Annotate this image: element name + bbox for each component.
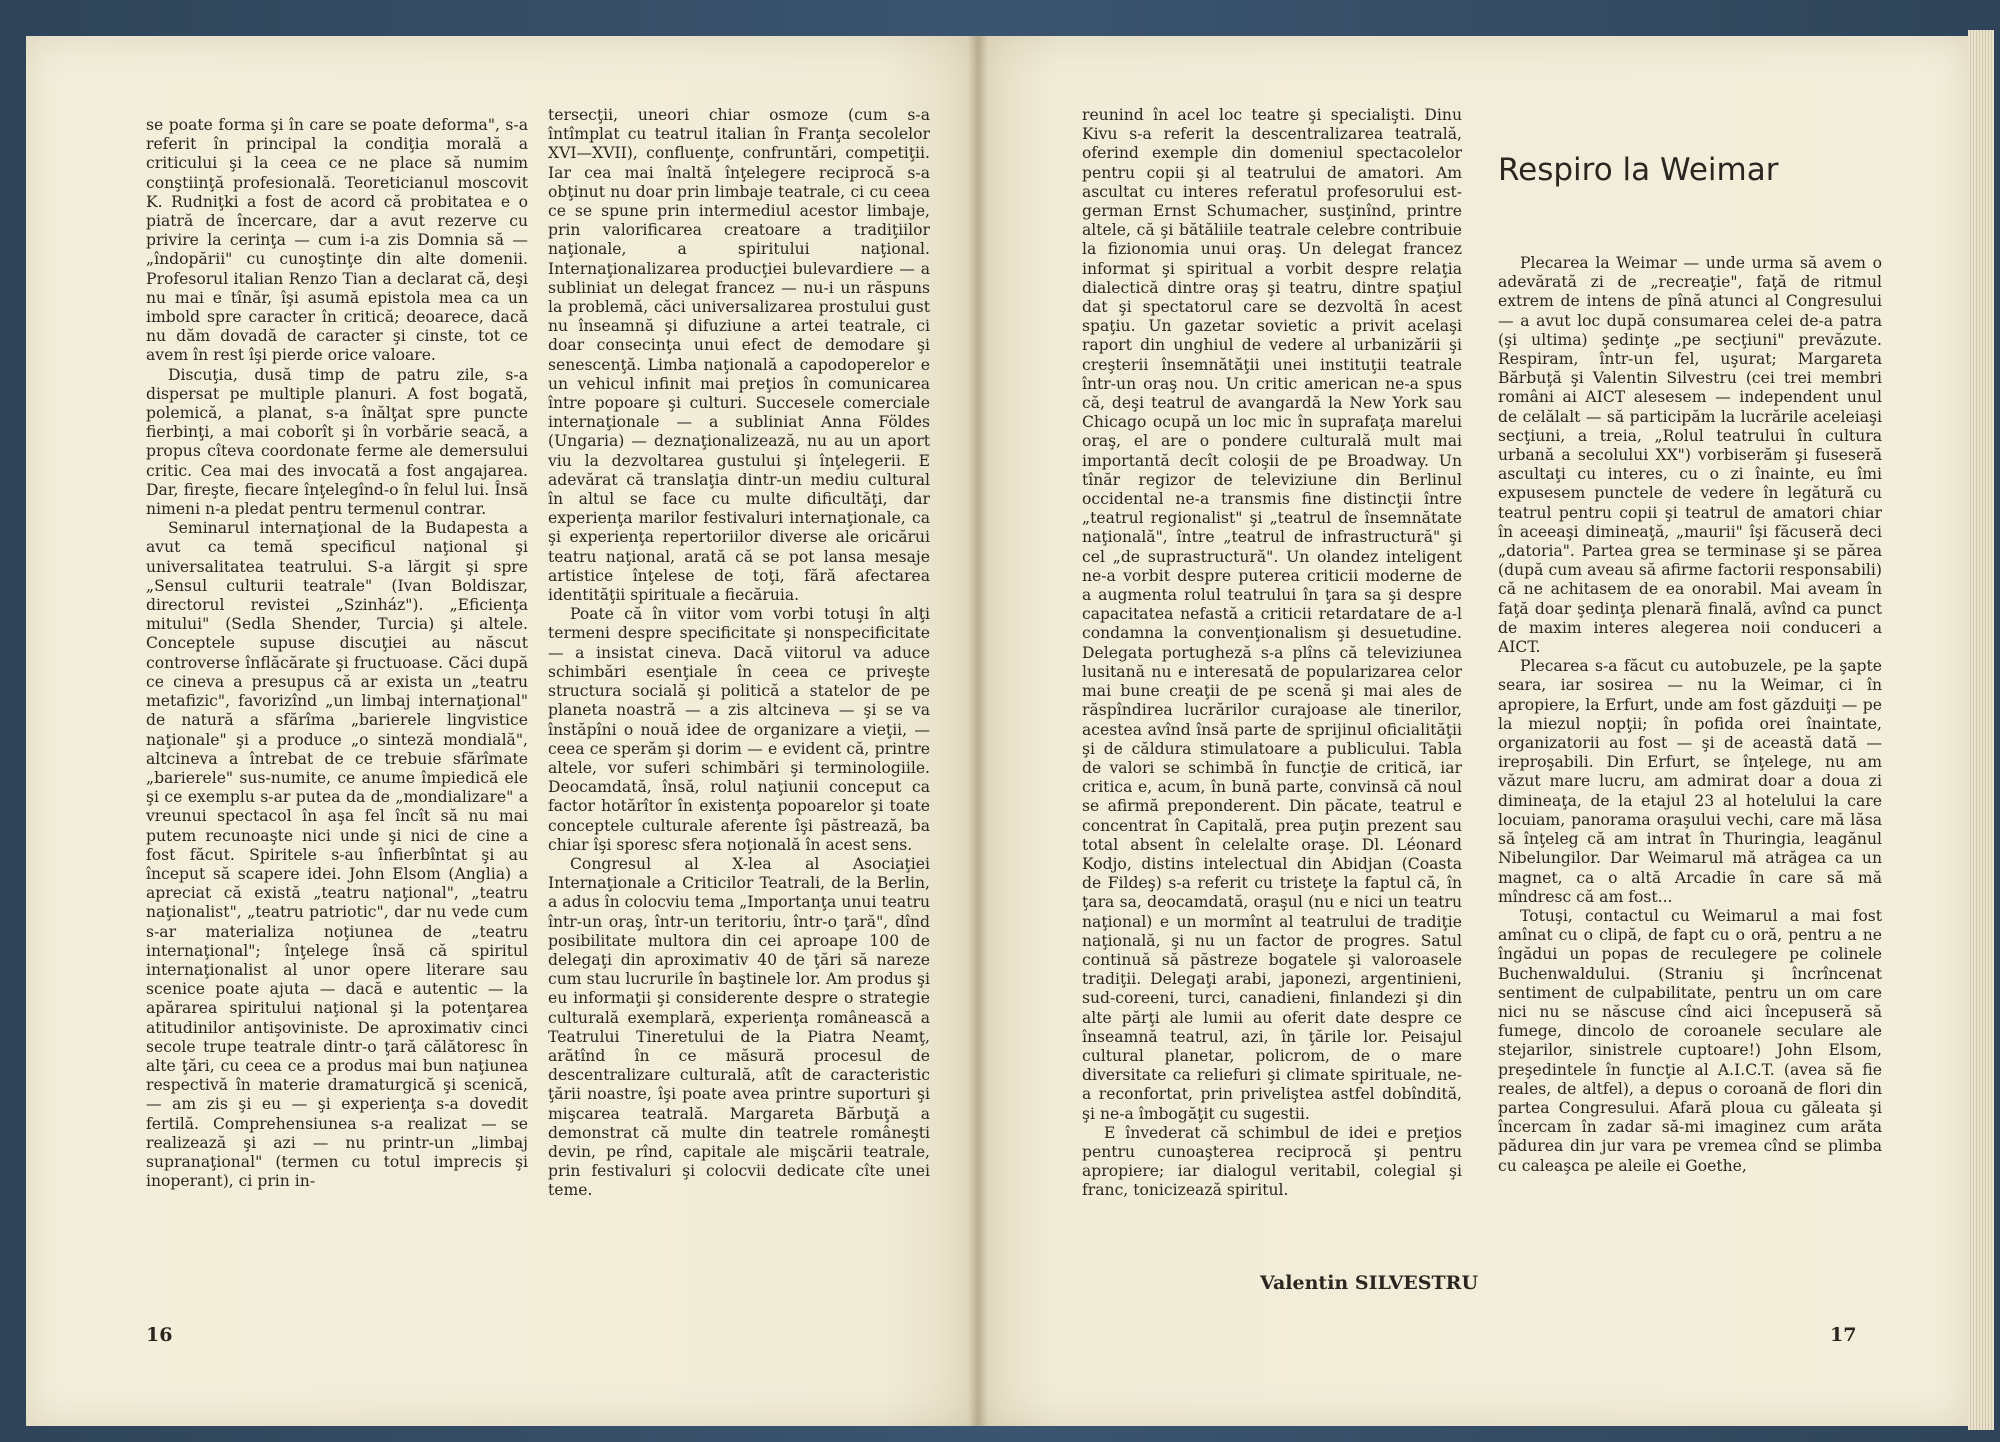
page-number: 17: [1830, 1324, 1857, 1346]
right-page-column-2: [1498, 254, 1882, 1176]
article-title: Respiro la Weimar: [1498, 152, 1779, 188]
paragraph: Congresul al X-lea al Asociaţiei Internaţionale a Criticilor Teatrali, de la Berlin, a adus în colocviu tema „Importanţa unui teatru într-un oraş, într-un teritoriu, într-o ţară", dînd posibilitate multora din cei aproape 100 de delegaţi din aproximativ 40 de ţări să nareze cum stau lucrurile în baştinele lor. Am produs şi eu informaţii şi considerente despre o strategie culturală exemplară, experienţa românească a Teatrului Tineretului de la Piatra Neamţ, arătînd în ce măsură procesul de descentralizare culturală, atît de caracteristic ţării noastre, îşi poate avea printre suporturi şi mişcarea teatrală. Margareta Bărbuţă a demonstrat că multe din teatrele româneşti devin, pe rînd, capitale ale mişcării teatrale, prin festivaluri şi colocvii dedicate cîte unei teme.: [548, 854, 930, 1200]
paragraph: Poate că în viitor vom vorbi totuşi în alţi termeni despre specificitate şi nonspecificitate — a insistat cineva. Dacă viitorul va aduce schimbări esenţiale în ceea ce priveşte structura socială şi politică a statelor de pe planeta noastră — a zis altcineva — şi se va înstăpîni o nouă idee de organizare a vieţii, — ceea ce sperăm şi dorim — e evident că, printre altele, vor suferi schimbări şi terminologiile. Deocamdată, însă, rolul naţiunii conceput ca factor hotărîtor în existenţa popoarelor şi toate conceptele culturale aferente îşi păstrează, ba chiar îşi sporesc sfera noţională în acest sens.: [548, 605, 930, 854]
paragraph: se poate forma şi în care se poate deforma", s-a referit în principal la condiţia morală a criticului şi la ceea ce ne place să numim conştiinţă profesională. Teoreticianul moscovit K. Rudniţki a fost de acord că probitatea e o piatră de încercare, dar a avut rezerve cu privire la cerinţa — cum i-a zis Domnia să — „îndopării" cu cunoştinţe din alte domenii. Profesorul italian Renzo Tian a declarat că, deşi nu mai e tînăr, îşi asumă epistola mea ca un imbold spre caracter în critică; deoarece, dacă nu dăm dovadă de caracter şi cinste, tot ce avem în rest îşi pierde orice valoare.: [146, 116, 528, 365]
paragraph: tersecţii, uneori chiar osmoze (cum s-a întîmplat cu teatrul italian în Franţa secolelor XVI—XVII), confluenţe, confruntări, competiţii. Iar cea mai înaltă înţelegere reciprocă s-a obţinut nu doar prin limbaje teatrale, ci cu ceea ce se spune prin intermediul acestor limbaje, prin valorificarea creatoare a tradiţiilor naţionale, a spiritului naţional. Internaţionalizarea producţiei bulevardiere — a subliniat un delegat francez — nu-i un răspuns la problemă, căci universalizarea prostului gust nu înseamnă şi difuziune a artei teatrale, ci doar consecinţa unui efect de demodare şi senescenţă. Limba naţională a capodoperelor e un vehicul infinit mai preţios în comunicarea între popoare şi culturi. Succesele comerciale internaţionale — a subliniat Anna Földes (Ungaria) — deznaţionalizează, nu au un aport viu la dezvoltarea gustului şi înţelegerii. E adevărat că translaţia dintr-un mediu cultural în altul se face cu multe dificultăţi, dar experienţa marilor festivaluri internaţionale, ca şi experienţa repertoriilor diverse ale oricărui teatru naţional, arată că se pot lansa mesaje artistice înţelese de toţi, fără afectarea identităţii spirituale a fiecăruia.: [548, 106, 930, 605]
page-edges: [1968, 30, 1994, 1430]
left-page: [26, 36, 978, 1426]
paragraph: Discuţia, dusă timp de patru zile, s-a dispersat pe multiple planuri. A fost bogată, polemică, a planat, s-a înălţat spre puncte fierbinţi, a mai coborît şi în vorbărie seacă, a propus cîteva coordonate ferme ale demersului critic. Cea mai des invocată a fost angajarea. Dar, fireşte, fiecare înţelegînd-o în felul lui. Însă nimeni n-a pledat pentru termenul contrar.: [146, 365, 528, 519]
book-gutter: [968, 36, 988, 1426]
paragraph: Plecarea la Weimar — unde urma să avem o adevărată zi de „recreaţie", faţă de ritmul extrem de intens de pînă atunci al Congresului — a avut loc după consumarea celei de-a patra (şi ultima) şedinţe „pe secţiuni" prevăzute. Respiram, într-un fel, uşurat; Margareta Bărbuţă şi Valentin Silvestru (cei trei membri români ai AICT alesesem — independent unul de celălalt — să participăm la lucrările aceleiaşi secţiuni, a treia, „Rolul teatrului în cultura urbană a secolului XX") vorbiserăm şi fuseseră ascultaţi cu interes, cu o zi înainte, eu îmi expusesem punctele de vedere în legătură cu teatrul pentru copii şi teatrul de amatori chiar în aceeaşi dimineaţă, „maurii" îşi făcuseră deci „datoria". Partea grea se terminase şi se părea (după cum aveau să afirme factorii responsabili) că ne achitasem de ea onorabil. Mai aveam în faţă doar şedinţa plenară finală, avînd ca punct de maxim interes alegerea noii conduceri a AICT.: [1498, 254, 1882, 657]
paragraph: Plecarea s-a făcut cu autobuzele, pe la şapte seara, iar sosirea — nu la Weimar, ci în apropiere, la Erfurt, unde am fost găzduiţi — pe la miezul nopţii; în pofida orei înaintate, organizatorii au fost — şi de această dată — ireproşabili. Din Erfurt, se înţelege, nu am văzut mare lucru, am admirat doar a doua zi dimineaţa, de la etajul 23 al hotelului la care locuiam, panorama oraşului vechi, care mă lăsa să înţeleg că am intrat în Thuringia, leagănul Nibelungilor. Dar Weimarul mă atrăgea ca un magnet, ca o altă Arcadie în care să mă mîndresc că am fost...: [1498, 657, 1882, 906]
paragraph: Seminarul internaţional de la Budapesta a avut ca temă specificul naţional şi universalitatea teatrului. S-a lărgit şi spre „Sensul culturii teatrale" (Ivan Boldiszar, directorul revistei „Szinház"). „Eficienţa mitului" (Sedla Shender, Turcia) şi altele. Conceptele supuse discuţiei au născut controverse înflăcărate şi fructuoase. Căci după ce cineva a presupus că ar exista un „teatru metafizic", favorizînd „un limbaj internaţional" de natură a sfărîma „barierele lingvistice naţionale" şi a produce „o sinteză mondială", altcineva a întrebat de ce trebuie sfărîmate „barierele" sus-numite, ce anume împiedică ele şi ce exemplu s-ar putea da de „mondializare" a vreunui spectacol în aşa fel încît să nu mai putem recunoaşte nici unde şi nici de cine a fost făcut. Spiritele s-au înfierbîntat şi au început să scapere idei. John Elsom (Anglia) a apreciat că există „teatru naţional", „teatru naţionalist", „teatru patriotic", dar nu vede cum s-ar materializa noţiunea de „teatru internaţional"; înţelege însă că spiritul internaţionalist al unor opere literare sau scenice poate ajuta — dacă e autentic — la apărarea spiritului naţional şi la potenţarea atitudinilor antişoviniste. De aproximativ cinci secole trupe teatrale dintr-o ţară călătoresc în alte ţări, cu ceea ce a produs mai bun naţiunea respectivă în materie dramaturgică şi scenică, — am zis şi eu — şi experienţa s-a dovedit fertilă. Comprehensiunea s-a realizat — se realizează şi azi — nu printr-un „limbaj supranaţional" (termen cu totul imprecis şi inoperant), ci prin in-: [146, 519, 528, 1191]
left-page-column-2: [548, 106, 930, 1201]
author-signature: Valentin SILVESTRU: [1260, 1272, 1479, 1294]
page-number: 16: [146, 1324, 173, 1346]
paragraph: E învederat că schimbul de idei e preţios pentru cunoaşterea reciprocă şi pentru apropiere; iar dialogul veritabil, colegial şi franc, tonicizează spiritul.: [1082, 1123, 1462, 1200]
left-page-column-1: [146, 116, 528, 1191]
paragraph: reunind în acel loc teatre şi specialişti. Dinu Kivu s-a referit la descentralizarea teatrală, oferind exemple din domeniul spectacolelor pentru copii şi al teatrului de amatori. Am ascultat cu interes referatul profesorului est-german Ernst Schumacher, susţinînd, printre altele, că şi bătăliile teatrale celebre contribuie la fizionomia unui oraş. Un delegat francez informat şi spiritual a vorbit despre relaţia dialectică dintre oraş şi teatru, dintre spaţiul dat şi spectatorul care se dezvoltă în acest spaţiu. Un gazetar sovietic a privit acelaşi raport din unghiul de vedere al urbanizării şi creşterii însemnătăţii unei instituţii teatrale într-un oraş nou. Un critic american ne-a spus că, deşi teatrul de avangardă la New York sau Chicago ocupă un loc mic în suprafaţa marelui oraş, el are o pondere culturală mult mai importantă decît coloşii de pe Broadway. Un tînăr regizor de televiziune din Berlinul occidental ne-a transmis fine distincţii între „teatrul regionalist" şi „teatrul de însemnătate naţională", între „teatrul de infrastructură" şi cel „de suprastructură". Un olandez inteligent ne-a vorbit despre puterea criticii moderne de a augmenta rolul teatrului în ţara sa şi despre capacitatea nefastă a criticii retardatare de a-l condamna la convenţionalism şi desuetudine. Delegata portugheză s-a plîns că televiziunea lusitană nu e interesată de popularizarea celor mai bune creaţii de pe scenă şi mai ales de răspîndirea lucrărilor curajoase ale tinerilor, acestea avînd însă parte de sprijinul oficialităţii şi de căldura stimulatoare a publicului. Tabla de valori se schimbă în funcţie de critică, iar critica e, acum, în bună parte, convinsă că noul se afirmă preponderent. Din păcate, teatrul e concentrat în Capitală, prea puţin prezent sau total absent în celelalte oraşe. Dl. Léonard Kodjo, distins intelectual din Abidjan (Coasta de Fildeş) s-a referit cu tristeţe la faptul că, în ţara sa, deocamdată, oraşul (nu e nici un teatru naţional) e un mormînt al teatrului de tradiţie naţională, şi nu un factor de progres. Satul continuă să păstreze bogatele şi valoroasele tradiţii. Delegaţi arabi, japonezi, argentinieni, sud-coreeni, turci, canadieni, finlandezi şi din alte părţi ale lumii au oferit date despre ce înseamnă teatrul, azi, în ţările lor. Peisajul cultural planetar, policrom, de o mare diversitate ca reliefuri şi climate spirituale, ne-a reconfortat, prin priveliştea astfel dobîndită, şi ne-a îmbogăţit cu sugestii.: [1082, 106, 1462, 1123]
right-page: [978, 36, 1968, 1426]
right-page-column-1: [1082, 106, 1462, 1201]
paragraph: Totuşi, contactul cu Weimarul a mai fost amînat cu o clipă, de fapt cu o oră, pentru a ne îngădui un popas de reculegere pe colinele Buchenwaldului. (Straniu şi încrîncenat sentiment de culpabilitate, pentru un om care nici nu se născuse cînd aici începuseră să fumege, dincolo de coroanele seculare ale stejarilor, sinistrele cuptoare!) John Elsom, preşedintele în funcţie al A.I.C.T. (avea să fie reales, de altfel), a depus o coroană de flori din partea Congresului. Afară ploua cu găleata şi încercam în zadar să-mi imaginez cum arăta pădurea din jur vara pe vremea cînd se plimba cu caleaşca pe aleile ei Goethe,: [1498, 906, 1882, 1175]
